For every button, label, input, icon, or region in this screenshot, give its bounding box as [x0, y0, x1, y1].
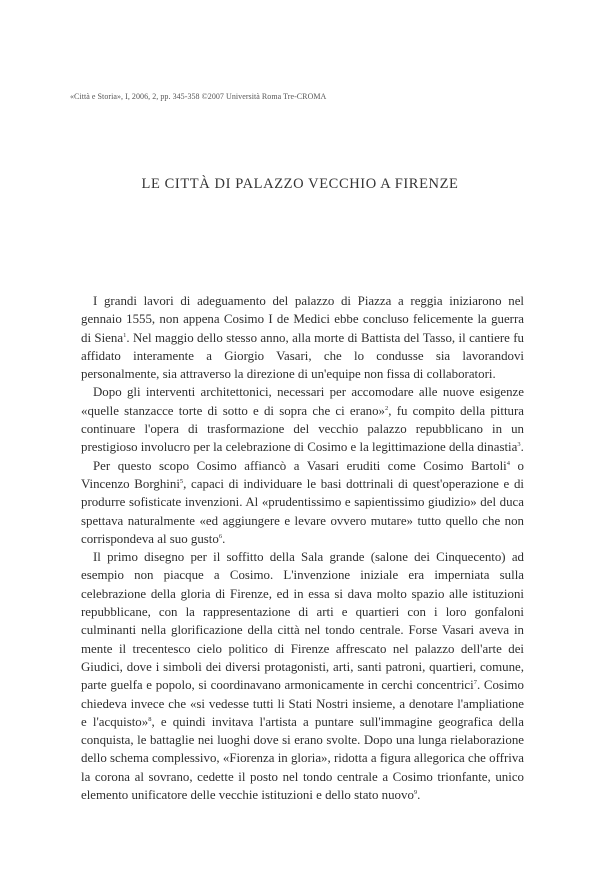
paragraph [81, 292, 524, 383]
text-run: . [222, 531, 226, 546]
running-head: «Città e Storia», I, 2006, 2, pp. 345-358 ©2007 Università Roma Tre-CROMA [70, 92, 327, 101]
text-run: I grandi lavori di adeguamento del palazzo di Piazza a reggia iniziarono nel gennaio 1555, non appena Cosimo I de Medici ebbe concluso felicemente la guerra di Siena [81, 294, 524, 345]
footnote-ref[interactable]: 5 [179, 477, 184, 485]
text-run: . Cosimo chiedeva invece che «si vedesse tutti li Stati Nostri insieme, a denotare l'ampliatione e l'acquisto» [81, 678, 525, 729]
footnote-ref[interactable]: 2 [385, 404, 389, 412]
footnote-ref[interactable]: 3 [517, 441, 521, 449]
text-run: , capaci di individuare le basi dottrinali di quest'operazione e di produrre sofisticate invenzioni. Al «prudentissimo e sapientissimo giudizio» del duca spettava naturalmente «ed aggiungere e levare ovvero mutare» tutto quello che non corrispondeva al suo gusto [81, 476, 524, 546]
text-run: . Nel maggio dello stesso anno, alla morte di Battista del Tasso, il cantiere fu affidato interamente a Giorgio Vasari, che lo condusse sia lavorandovi personalmente, sia attraverso la direzione di un'equipe non fissa di collaboratori. [81, 330, 525, 382]
footnote-ref[interactable]: 8 [148, 715, 152, 723]
paragraph [81, 457, 524, 548]
footnote-ref[interactable]: 9 [413, 789, 418, 797]
text-run: Dopo gli interventi architettonici, necessari per accomodare alle nuove esigenze «quelle stanzacce torte di sotto e di sopra che ci erano» [81, 385, 524, 418]
paragraph [81, 548, 524, 804]
text-run: , e quindi invitava l'artista a puntare sull'immagine geografica della conquista, le battaglie nei luoghi dove si erano svolte. Dopo una lunga rielaborazione dello schema complessivo, «Fiorenza in gloria», ridotta a figura allegorica che offriva la corona al sovrano, cedette il posto nel tondo centrale a Cosimo trionfante, unico elemento unificatore delle vecchie istituzioni e dello stato nuovo [81, 714, 524, 803]
text-run: . [417, 788, 421, 803]
text-run: . [520, 440, 524, 455]
footnote-ref[interactable]: 4 [506, 459, 510, 467]
text-run: o Vincenzo Borghini [81, 458, 525, 491]
paragraph [81, 383, 524, 456]
text-run: , fu compito della pittura continuare l'opera di trasformazione del vecchio palazzo repubblicano in un prestigioso involucro per la celebrazione di Cosimo e la legittimazione della dinastia [81, 403, 524, 455]
footnote-ref[interactable]: 1 [123, 331, 127, 339]
footnote-ref[interactable]: 7 [473, 679, 477, 687]
text-run: Il primo disegno per il soffitto della Sala grande (salone dei Cinquecento) ad esempio non piacque a Cosimo. L'invenzione iniziale era imperniata sulla celebrazione della gloria di Firenze, ed in essa si dava molto spazio alle istituzioni repubblicane, con la rappresentazione di arti e quartieri con i loro gonfaloni culminanti nella glorificazione della città nel tondo centrale. Forse Vasari aveva in mente il trecentesco cielo politico di Firenze affrescato nel palazzo dell'arte dei Giudici, dove i simboli dei diversi protagonisti, arti, santi patroni, quartieri, comune, parte guelfa e popolo, si coordinavano armonicamente in cerchi concentrici [81, 550, 524, 693]
article-body [81, 292, 524, 804]
text-run: Per questo scopo Cosimo affiancò a Vasari eruditi come Cosimo Bartoli [93, 458, 507, 473]
footnote-ref[interactable]: 6 [218, 532, 223, 540]
article-title: LE CITTÀ DI PALAZZO VECCHIO A FIRENZE [141, 176, 459, 192]
